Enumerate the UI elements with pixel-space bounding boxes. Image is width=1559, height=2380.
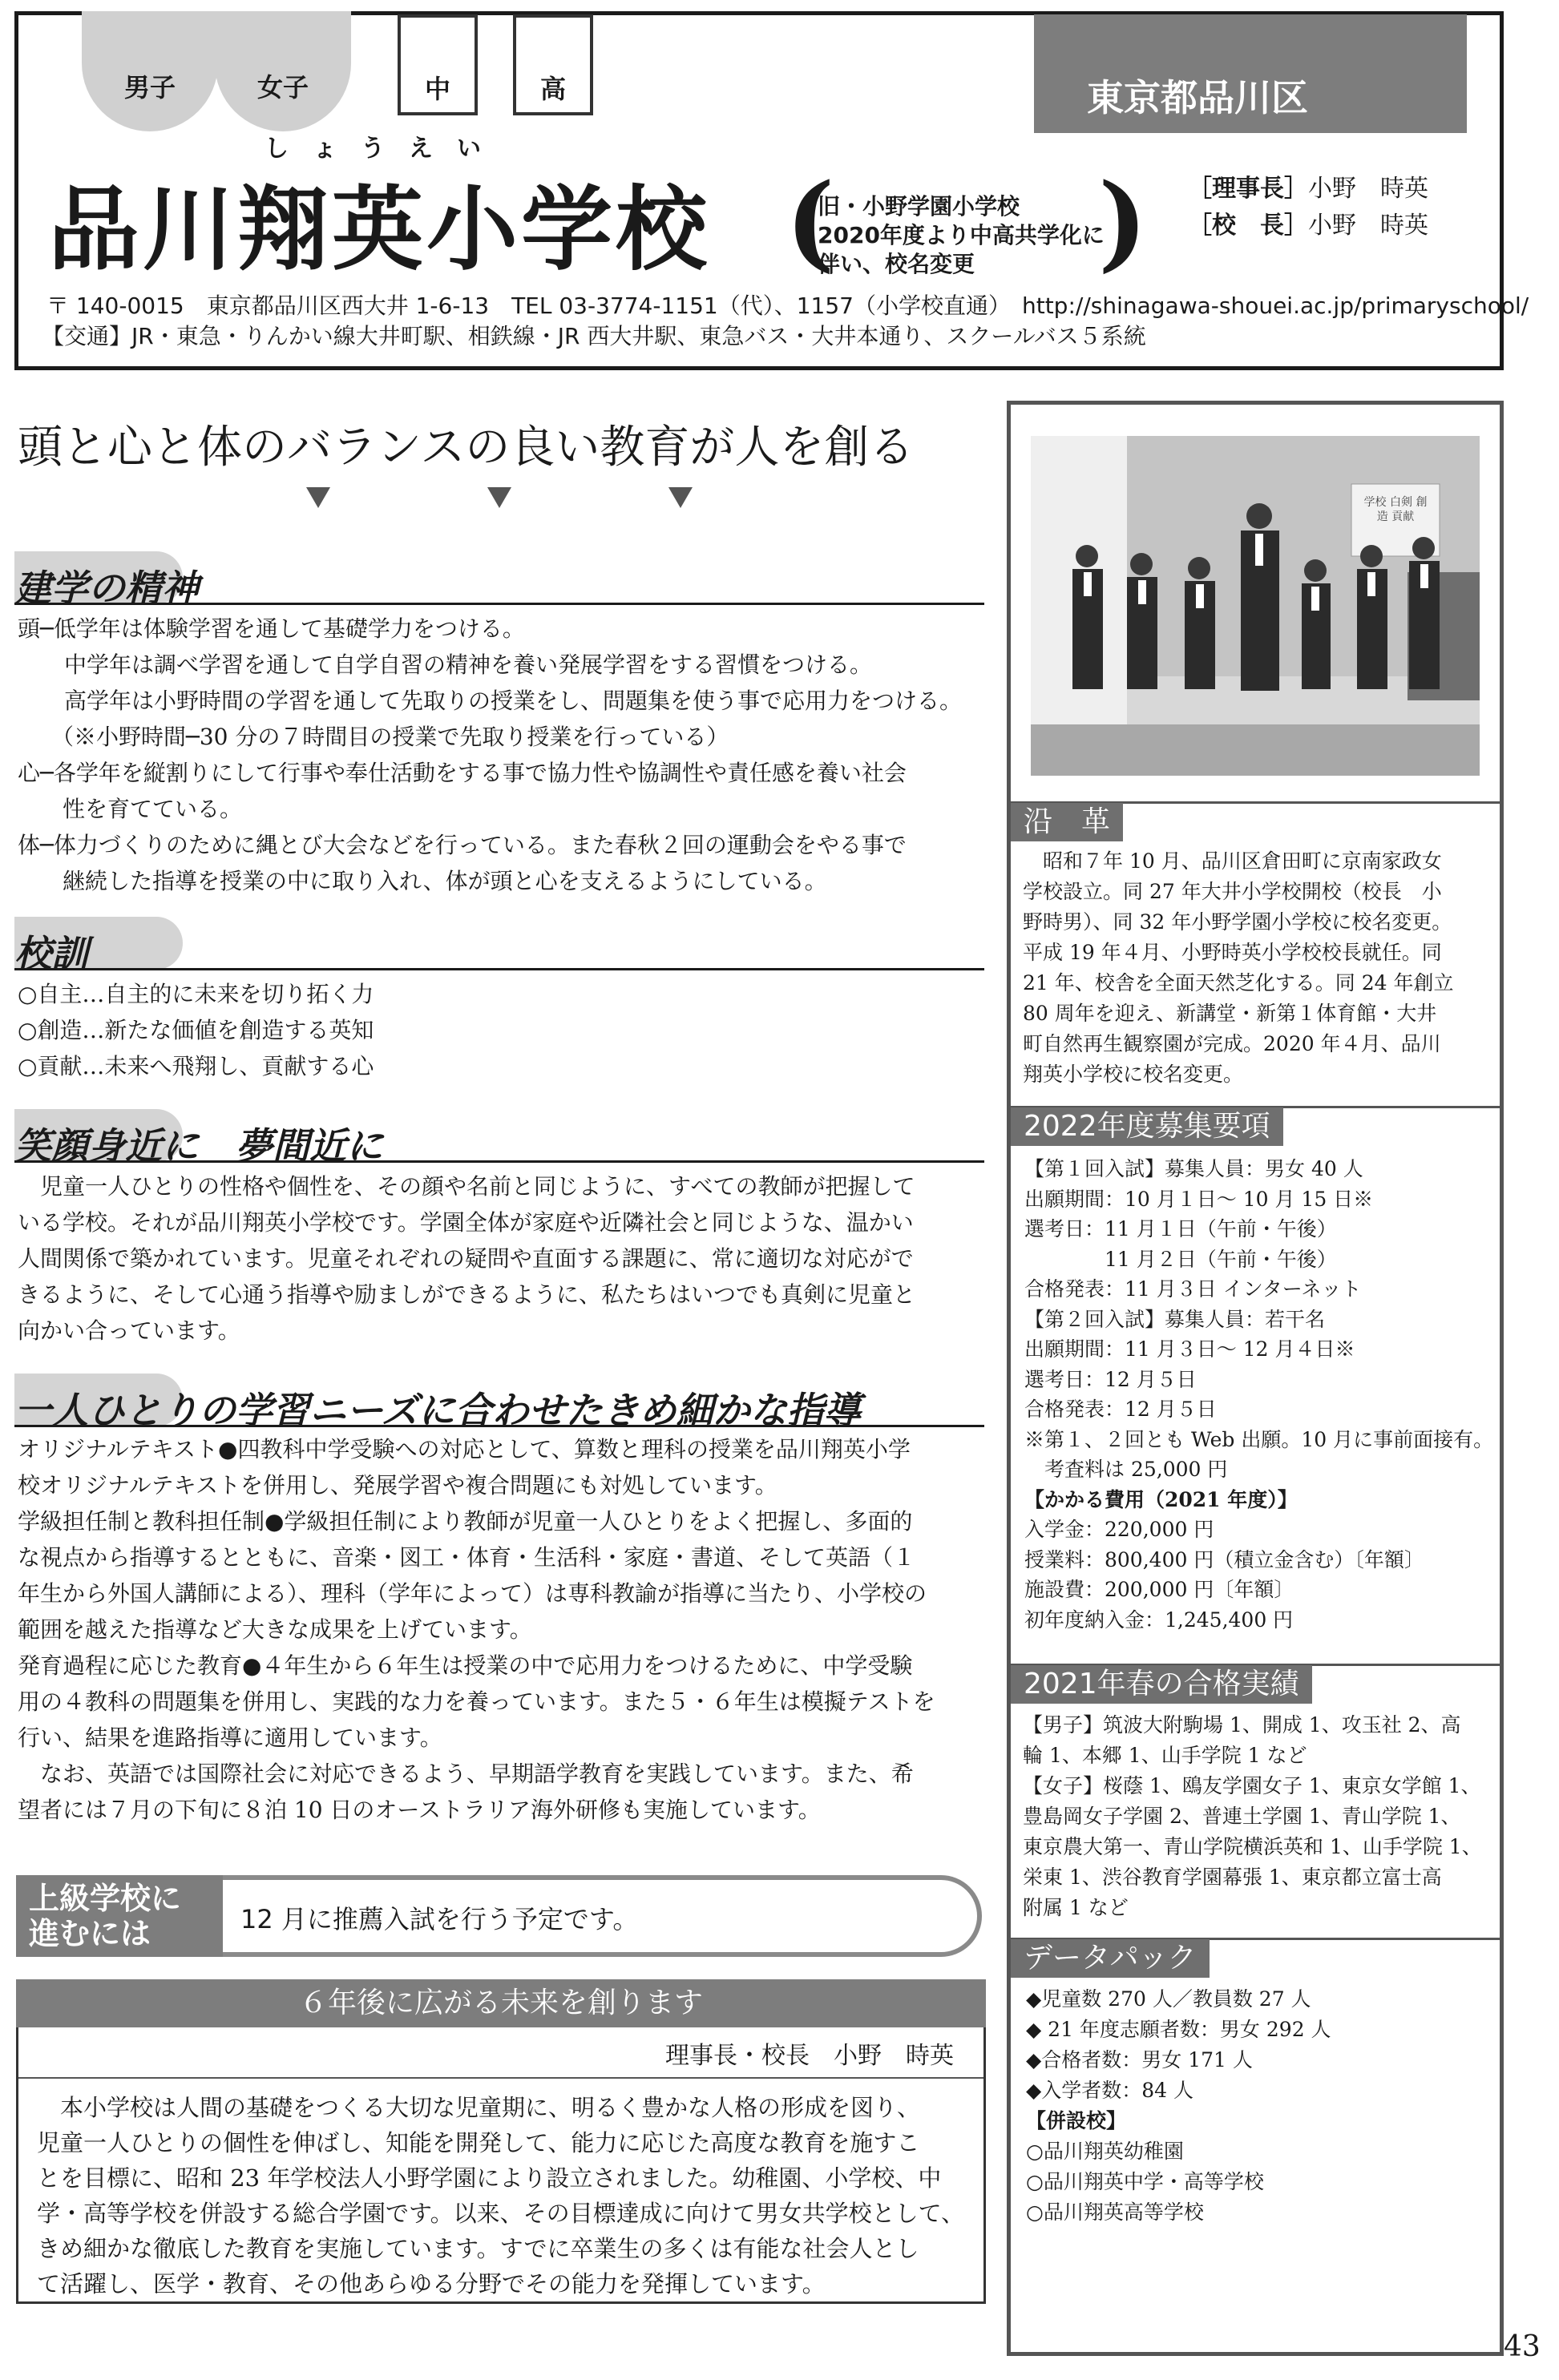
text-line: 東京農大第一、青山学院横浜英和 1、山手学院 1、: [1023, 1835, 1482, 1858]
text-line: 平成 19 年４月、小野時英小学校校長就任。同: [1023, 941, 1442, 964]
text-line: 【第１回入試】募集人員：男女 40 人: [1024, 1157, 1363, 1180]
region-label: 東京都品川区: [1087, 76, 1308, 119]
recruitment-heading: 2022年度募集要項: [1011, 1107, 1283, 1146]
text-line: 11 月２日（午前・午後）: [1024, 1247, 1337, 1271]
history-heading: 沿 革: [1011, 803, 1123, 841]
results-body: [1023, 1710, 1504, 1923]
text-line: 町自然再生観察園が完成。2020 年４月、品川: [1023, 1032, 1441, 1055]
text-line: 出願期間：10 月１日～ 10 月 15 日※: [1024, 1187, 1374, 1211]
tag-high-school: [513, 14, 593, 115]
main-headline: 頭と心と体のバランスの良い教育が人を創る: [18, 422, 915, 474]
triangle-down-icon: [668, 487, 693, 508]
section-rule: [14, 968, 984, 970]
text-line: 授業料：800,400 円（積立金含む）〔年額〕: [1024, 1547, 1424, 1571]
text-line: ◆合格者数：男女 171 人: [1026, 2048, 1253, 2071]
text-line: 校オリジナルテキストを併用し、発展学習や複合問題にも対処しています。: [18, 1472, 777, 1499]
tag-high-school-label: 高: [539, 74, 566, 104]
text-line: オリジナルテキスト●四教科中学受験への対応として、算数と理科の授業を品川翔英小学: [18, 1436, 911, 1462]
motto-item: ○創造…新たな価値を創造する英知: [18, 1017, 374, 1043]
text-line: 初年度納入金：1,245,400 円: [1024, 1608, 1294, 1632]
text-line: 学校設立。同 27 年大井小学校開校（校長 小: [1023, 880, 1442, 903]
triangle-down-icon: [306, 487, 330, 508]
text-line: 出願期間：11 月３日～ 12 月４日※: [1024, 1337, 1355, 1361]
section-title: 笑顔身近に 夢間近に: [14, 1124, 383, 1168]
section-rule: [14, 603, 984, 605]
text-line: ※第１、２回とも Web 出願。10 月に事前面接有。: [1024, 1427, 1494, 1451]
datapack-body: [1026, 1984, 1507, 2228]
text-line: 選考日：11 月１日（午前・午後）: [1024, 1217, 1337, 1240]
advancement-label: [16, 1875, 223, 1957]
section-title: 校訓: [14, 932, 88, 975]
motto-item: ○自主…自主的に未来を切り拓く力: [18, 981, 374, 1007]
text-line: ○品川翔英幼稚園: [1026, 2140, 1184, 2163]
message-divider: [18, 2077, 983, 2079]
text-line: 21 年、校舎を全面天然芝化する。同 24 年創立: [1023, 971, 1454, 994]
officer-name: 小野 時英: [1308, 175, 1428, 203]
founding-spirit-body: [18, 611, 988, 899]
note-line: 旧・小野学園小学校: [818, 193, 1020, 220]
tag-boys-label: 男子: [123, 72, 176, 103]
text-line: 80 周年を迎え、新講堂・新第１体育館・大井: [1023, 1002, 1437, 1025]
text-line: 年生から外国人講師による）、理科（学年によって）は専科教諭が指導に当たり、小学校の: [18, 1580, 927, 1607]
text-line: ◆児童数 270 人／教員数 27 人: [1026, 1987, 1311, 2011]
text-line: 昭和７年 10 月、品川区倉田町に京南家政女: [1023, 849, 1442, 873]
officer-name: 小野 時英: [1308, 212, 1428, 240]
text-line: 【第２回入試】募集人員：若干名: [1024, 1307, 1326, 1331]
section-rule: [14, 1160, 984, 1163]
text-line: とを目標に、昭和 23 年学校法人小野学園により設立されました。幼稚園、小学校、中: [37, 2164, 942, 2192]
text-line: 本小学校は人間の基礎をつくる大切な児童期に、明るく豊かな人格の形成を図り、: [37, 2094, 921, 2121]
triangle-down-icon: [487, 487, 511, 508]
text-line: 輪 1、本郷 1、山手学院 1 など: [1023, 1744, 1307, 1767]
text-line: 学級担任制と教科担任制●学級担任制により教師が児童一人ひとりをよく把握し、多面的: [18, 1508, 913, 1535]
text-line: 性を育てている。: [63, 796, 243, 822]
text-line: 人間関係で築かれています。児童それぞれの疑問や直面する課題に、常に適切な対応がで: [18, 1245, 914, 1272]
officer-role: ［理事長］: [1188, 175, 1308, 203]
text-line: 附属 1 など: [1023, 1896, 1129, 1919]
text-line: て活躍し、医学・教育、その他あらゆる分野でその能力を発揮しています。: [37, 2270, 826, 2297]
text-line: [18, 611, 988, 647]
text-line: 中学年は調べ学習を通して自学自習の精神を養い発展学習をする習慣をつける。: [64, 651, 873, 678]
text-line: ○品川翔英中学・高等学校: [1026, 2170, 1264, 2193]
text-line: 考査料は 25,000 円: [1024, 1458, 1228, 1481]
text-line: 選考日：12 月５日: [1024, 1367, 1197, 1391]
text-line: 【併設校】: [1026, 2109, 1127, 2132]
text-line: きるように、そして心通う指導や励ましができるように、私たちはいつでも真剣に児童と: [18, 1281, 916, 1308]
text-line: 野時男）、同 32 年小野学園小学校に校名変更。: [1023, 910, 1452, 934]
text-line: 入学金：220,000 円: [1024, 1518, 1214, 1541]
history-body: [1023, 846, 1504, 1090]
motto-item: ○貢献…未来へ飛翔し、貢献する心: [18, 1053, 374, 1079]
text-line: な視点から指導するとともに、音楽・図工・体育・生活科・家庭・書道、そして英語（１: [18, 1544, 916, 1571]
advancement-text: 12 月に推薦入試を行う予定です。: [240, 1904, 639, 1934]
section-title: 一人ひとりの学習ニーズに合わせたきめ細かな指導: [14, 1389, 861, 1432]
text-line: ○品川翔英高等学校: [1026, 2200, 1204, 2224]
text-line: （※小野時間─30 分の７時間目の授業で先取り授業を行っている）: [51, 724, 729, 750]
principal-message-title: ６年後に広がる未来を創ります: [16, 1979, 986, 2027]
recruitment-body: [1024, 1154, 1505, 1635]
text-line: ◆入学者数：84 人: [1026, 2079, 1193, 2102]
advancement-label-line: 上級学校に: [29, 1881, 182, 1916]
text-line: 範囲を越えた指導など大きな成果を上げています。: [18, 1616, 532, 1643]
tag-junior-high: [398, 14, 478, 115]
individual-needs-body: [18, 1431, 988, 1828]
former-name-note: [818, 192, 1105, 279]
text-line: 豊島岡女子学園 2、普連土学園 1、青山学院 1、: [1023, 1805, 1461, 1828]
text-line: 合格発表：12 月５日: [1024, 1398, 1217, 1421]
text-content: 頭─低学年は体験学習を通して基礎学力をつける。: [18, 615, 525, 642]
text-line: 用の４教科の問題集を併用し、実践的な力を養っています。また５・６年生は模擬テストを: [18, 1688, 935, 1715]
principal-message-author: 理事長・校長 小野 時英: [665, 2042, 954, 2070]
note-line: 伴い、校名変更: [818, 251, 975, 277]
tag-junior-high-label: 中: [424, 74, 450, 104]
section-title: 建学の精神: [14, 567, 199, 610]
page-number: 43: [1504, 2330, 1541, 2363]
text-line: 児童一人ひとりの個性を伸ばし、知能を開発して、能力に応じた高度な教育を施すこ: [37, 2129, 920, 2156]
school-motto-body: [18, 976, 988, 1084]
officer-role: ［校 長］: [1188, 212, 1308, 240]
text-line: 合格発表：11 月３日 インターネット: [1024, 1277, 1362, 1301]
note-open-paren: (: [786, 160, 835, 283]
school-access: 【交通】JR・東急・りんかい線大井町駅、相鉄線・JR 西大井駅、東急バス・大井本通り、スクールバス５系統: [42, 323, 1146, 349]
text-line: 児童一人ひとりの性格や個性を、その顔や名前と同じように、すべての教師が把握して: [18, 1173, 915, 1200]
text-line: ◆ 21 年度志願者数：男女 292 人: [1026, 2018, 1331, 2041]
text-line: 翔英小学校に校名変更。: [1023, 1063, 1244, 1086]
text-line: 向かい合っています。: [18, 1317, 240, 1344]
text-line: 発育過程に応じた教育●４年生から６年生は授業の中で応用力をつけるために、中学受験: [18, 1652, 913, 1679]
note-close-paren: ): [1098, 160, 1148, 283]
text-line: 【男子】筑波大附駒場 1、開成 1、攻玉社 2、高: [1023, 1713, 1461, 1737]
text-line: 学・高等学校を併設する総合学園です。以来、その目標達成に向けて男女共学校として、: [37, 2200, 965, 2227]
advancement-label-line: 進むには: [29, 1916, 151, 1951]
school-photo-illustration: [1031, 436, 1480, 776]
text-line: きめ細かな徹底した教育を実施しています。すでに卒業生の多くは有能な社会人とし: [37, 2235, 919, 2262]
section-rule: [14, 1425, 984, 1427]
text-line: 心─各学年を縦割りにして行事や奉仕活動をする事で協力性や協調性や責任感を養い社会: [18, 760, 907, 786]
school-name: 品川翔英小学校: [48, 175, 711, 283]
tag-girls-label: 女子: [256, 72, 309, 103]
school-photo: [1031, 436, 1480, 776]
results-heading: 2021年春の合格実績: [1011, 1665, 1312, 1704]
school-name-ruby: しょうえい: [265, 135, 505, 163]
photo-sign-text: 学校 白剣 創造 貢献: [1363, 496, 1428, 523]
text-line: 【かかる費用（2021 年度）】: [1024, 1487, 1298, 1511]
text-line: 体─体力づくりのために縄とび大会などを行っている。また春秋２回の運動会をやる事で: [18, 832, 907, 858]
text-line: いる学校。それが品川翔英小学校です。学園全体が家庭や近隣社会と同じような、温かい: [18, 1209, 914, 1236]
text-line: 望者には７月の下旬に８泊 10 日のオーストラリア海外研修も実施しています。: [18, 1797, 821, 1823]
text-line: 施設費：200,000 円〔年額〕: [1024, 1578, 1294, 1601]
smiles-body: [18, 1168, 988, 1349]
text-line: 栄東 1、渋谷教育学園幕張 1、東京都立富士高: [1023, 1866, 1442, 1889]
text-line: なお、英語では国際社会に対応できるよう、早期語学教育を実践しています。また、希: [18, 1761, 914, 1787]
principal-message-body: [37, 2090, 975, 2301]
text-line: 【女子】桜蔭 1、鴎友学園女子 1、東京女学館 1、: [1023, 1774, 1481, 1797]
school-address: 〒 140-0015 東京都品川区西大井 1-6-13 TEL 03-3774-1151（代）、1157（小学校直通） http://shinagawa-shouei.ac.jp/primaryschool/: [46, 292, 1529, 319]
text-line: 高学年は小野時間の学習を通して先取りの授業をし、問題集を使う事で応用力をつける。: [64, 688, 963, 714]
note-line: 2020年度より中高共学化に: [818, 222, 1105, 248]
text-line: 行い、結果を進路指導に適用しています。: [18, 1724, 442, 1751]
region-badge: [1034, 14, 1467, 133]
text-line: 継続した指導を授業の中に取り入れ、体が頭と心を支えるようにしている。: [63, 868, 827, 894]
officer-chairman: [1188, 168, 1428, 204]
officer-principal: [1188, 205, 1428, 240]
datapack-heading: データパック: [1011, 1939, 1210, 1978]
